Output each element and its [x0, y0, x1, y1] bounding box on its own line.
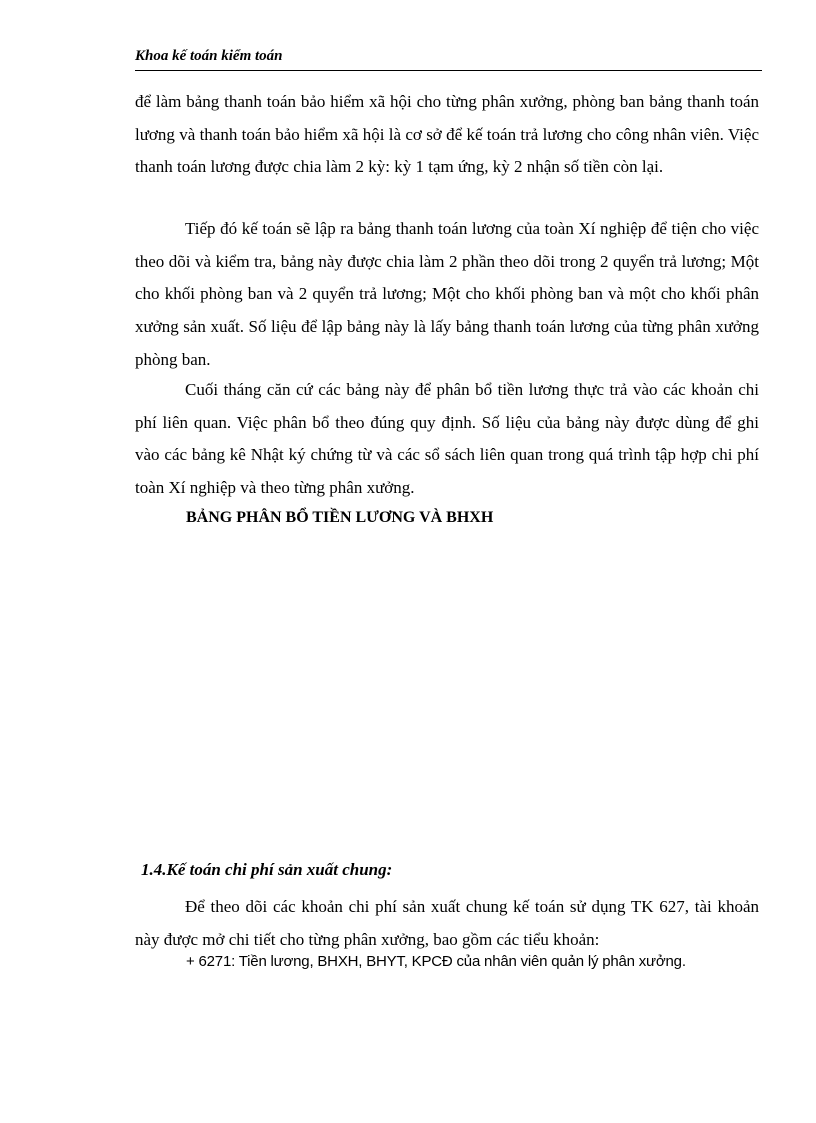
page-header-title: Khoa kế toán kiểm toán	[135, 48, 283, 64]
table-title: BẢNG PHÂN BỔ TIỀN LƯƠNG VÀ BHXH	[186, 509, 494, 526]
header-divider	[135, 70, 762, 71]
paragraph-salary-insurance: để làm bảng thanh toán bảo hiểm xã hội cho từng phân xưởng, phòng ban bảng thanh toán lương và thanh toán bảo hiểm xã hội là cơ sở để kế toán trả lương cho công nhân viên. Việc thanh toán lương được chia làm 2 kỳ: kỳ 1 tạm ứng, kỳ 2 nhận số tiền còn lại.	[135, 92, 759, 177]
paragraph-tk627: Để theo dõi các khoản chi phí sản xuất chung kế toán sử dụng TK 627, tài khoản này được mở chi tiết cho từng phân xưởng, bao gồm các tiểu khoản:	[135, 897, 759, 949]
paragraph-payroll-table: Tiếp đó kế toán sẽ lập ra bảng thanh toán lương của toàn Xí nghiệp để tiện cho việc theo dõi và kiểm tra, bảng này được chia làm 2 phần theo dõi trong 2 quyển trả lương; Một cho khối phòng ban và 2 quyển trả lương; Một cho khối phòng ban và một cho khối phân xưởng sản xuất. Số liệu để lập bảng này là lấy bảng thanh toán lương của từng phân xưởng phòng ban.	[135, 219, 759, 369]
section-heading: 1.4.Kế toán chi phí sản xuất chung:	[141, 860, 393, 879]
list-item-6271: + 6271: Tiền lương, BHXH, BHYT, KPCĐ của nhân viên quản lý phân xưởng.	[186, 953, 686, 970]
paragraph-allocation: Cuối tháng căn cứ các bảng này để phân bổ tiền lương thực trả vào các khoản chi phí liên quan. Việc phân bổ theo đúng quy định. Số liệu của bảng này được dùng để ghi vào các bảng kê Nhật ký chứng từ và các sổ sách liên quan trong quá trình tập hợp chi phí toàn Xí nghiệp và theo từng phân xưởng.	[135, 380, 759, 498]
